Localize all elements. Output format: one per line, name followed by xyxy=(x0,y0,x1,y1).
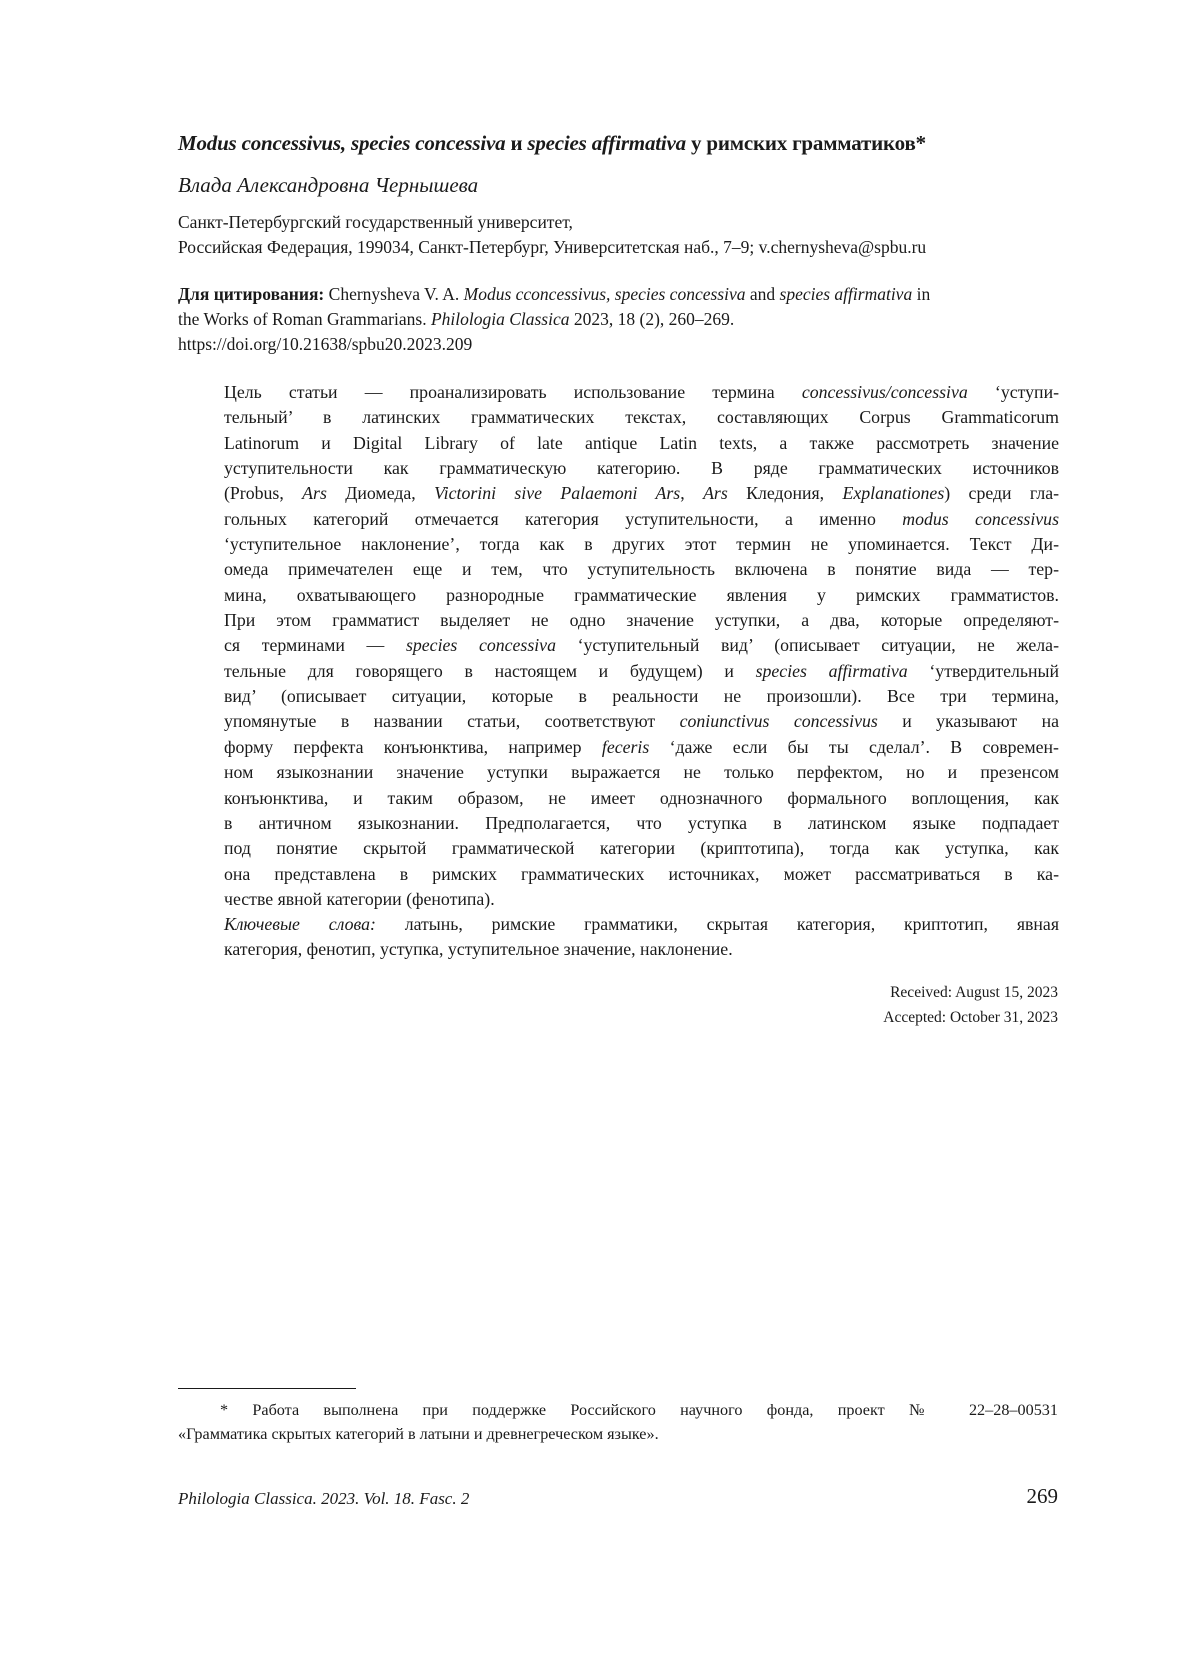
doi-link[interactable]: https://doi.org/10.21638/spbu20.2023.209 xyxy=(178,334,473,354)
abstract-line: (Probus, Ars Диомеда, Victorini sive Palaemoni Ars, Ars Кледония, Explanationes) среди гла- xyxy=(224,483,1060,504)
abstract-line: под понятие скрытой грамматической категории (криптотипа), тогда как уступка, как xyxy=(224,838,1059,859)
author-affiliation xyxy=(178,210,1058,260)
accepted-date: Accepted: October 31, 2023 xyxy=(883,1009,1058,1026)
abstract-line: омеда примечателен еще и тем, что уступительность включена в понятие вида — тер- xyxy=(224,559,1059,580)
abstract-line: уступительности как грамматическую категорию. В ряде грамматических источников xyxy=(224,458,1059,479)
received-date: Received: August 15, 2023 xyxy=(890,984,1058,1001)
footnote-divider xyxy=(178,1388,356,1389)
abstract-line: вид’ (описывает ситуации, которые в реальности не произошли). Все три термина, xyxy=(224,686,1059,707)
keywords-label: Ключевые слова: xyxy=(224,914,376,934)
citation-line: the Works of Roman Grammarians. Philologia Classica 2023, 18 (2), 260–269. xyxy=(178,309,735,329)
abstract-line: гольных категорий отмечается категория уступительности, а именно modus concessivus xyxy=(224,508,1059,529)
journal-running-footer: Philologia Classica. 2023. Vol. 18. Fasc. 2 xyxy=(178,1489,470,1508)
footnote-line: * Работа выполнена при поддержке Российского научного фонда, проект № 22–28–00531 xyxy=(220,1401,1058,1419)
author-name: Влада Александровна Чернышева xyxy=(178,173,479,197)
abstract-line: Цель статьи — проанализировать использование термина concessivus/concessiva ‘уступи- xyxy=(224,382,1059,402)
abstract-line: упомянутые в названии статьи, соответствуют coniunctivus concessivus и указывают на xyxy=(224,711,1059,732)
article-title: Modus concessivus, species concessiva и species affirmativa у римских грамматиков* xyxy=(178,131,926,155)
keywords-line: категория, фенотип, уступка, уступительное значение, наклонение. xyxy=(224,939,733,960)
footnote xyxy=(178,1398,1058,1446)
abstract-line: тельный’ в латинских грамматических текстах, составляющих Corpus Grammaticorum xyxy=(224,407,1059,428)
keywords xyxy=(224,912,1059,963)
abstract-line: конъюнктива, и таким образом, не имеет однозначного формального воплощения, как xyxy=(224,787,1059,808)
abstract xyxy=(224,380,1059,912)
abstract-line: честве явной категории (фенотипа). xyxy=(224,888,495,909)
abstract-line: форму перфекта конъюнктива, например feceris ‘даже если бы ты сделал’. В современ- xyxy=(224,736,1059,757)
abstract-line: Latinorum и Digital Library of late antique Latin texts, а также рассмотреть значение xyxy=(224,432,1059,453)
citation-line: Для цитирования: Chernysheva V. A. Modus cconcessivus, species concessiva and species affirmativa in xyxy=(178,284,931,304)
keywords-line: Ключевые слова: латынь, римские грамматики, скрытая категория, криптотип, явная xyxy=(224,914,1059,934)
page-number: 269 xyxy=(1026,1484,1058,1508)
abstract-line: ‘уступительное наклонение’, тогда как в других этот термин не упоминается. Текст Ди- xyxy=(224,534,1059,555)
citation-block xyxy=(178,282,1058,357)
abstract-line: мина, охватывающего разнородные грамматические явления у римских грамматистов. xyxy=(224,584,1059,605)
abstract-line: в античном языкознании. Предполагается, что уступка в латинском языке подпадает xyxy=(224,812,1059,833)
abstract-line: ном языкознании значение уступки выражается не только перфектом, но и презенсом xyxy=(224,762,1059,783)
abstract-line: ся терминами — species concessiva ‘уступительный вид’ (описывает ситуации, не жела- xyxy=(224,635,1059,656)
abstract-line: При этом грамматист выделяет не одно значение уступки, а два, которые определяют- xyxy=(224,610,1059,631)
abstract-line: она представлена в римских грамматических источниках, может рассматриваться в ка- xyxy=(224,863,1059,884)
affiliation-line: Российская Федерация, 199034, Санкт-Петербург, Университетская наб., 7–9; v.chernysheva@spbu.ru xyxy=(178,237,927,257)
abstract-line: тельные для говорящего в настоящем и будущем) и species affirmativa ‘утвердительный xyxy=(224,660,1059,681)
footnote-line: «Грамматика скрытых категорий в латыни и древнегреческом языке». xyxy=(178,1425,659,1443)
citation-label: Для цитирования: xyxy=(178,284,325,304)
affiliation-line: Санкт-Петербургский государственный университет, xyxy=(178,212,573,232)
submission-dates xyxy=(883,980,1058,1030)
